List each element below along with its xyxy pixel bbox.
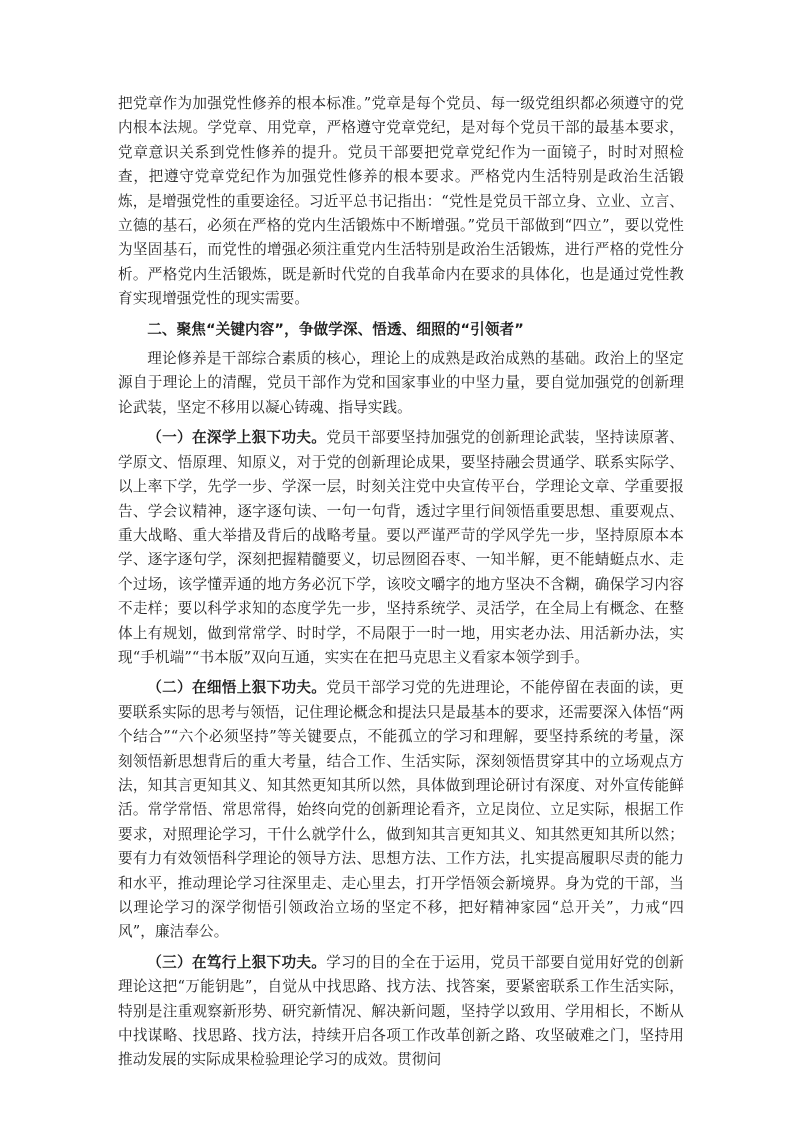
subsection-body-1: 党员干部要坚持加强党的创新理论武装，坚持读原著、学原文、悟原理、知原义，对于党的创新理论成果，要坚持融会贯通学、联系实际学、以上率下学，先学一步、学深一层，时刻关注党中央宣传平台，学理论文章、学重要报告、学会议精神，逐字逐句读、一句一句背，透过字里行间领悟重要思想、重要观点、重大战略、重大举措及背后的战略考量。要以严谨严苛的学风学先一步，坚持原原本本学、逐字逐句学，深刻把握精髓要义，切忌囫囵吞枣、一知半解，更不能蜻蜓点水、走个过场，该学懂弄通的地方务必沉下学，该咬文嚼字的地方坚决不含糊，确保学习内容不走样；要以科学求知的态度学先一步，坚持系统学、灵活学，在全局上有概念、在整体上有规划，做到常常学、时时学，不局限于一时一地，用实老办法、用活新办法，实现“手机端”“书本版”双向互通，实实在在把马克思主义看家本领学到手。 [118, 429, 684, 666]
subsection-lead-1: （一）在深学上狠下功夫。 [147, 429, 327, 447]
section-intro-paragraph: 理论修养是干部综合素质的核心，理论上的成熟是政治成熟的基础。政治上的坚定源自于理论上的清醒，党员干部作为党和国家事业的中坚力量，要自觉加强党的创新理论武装，坚定不移用以凝心铸魂、指导实践。 [118, 350, 684, 416]
subsection-paragraph-2 [118, 676, 684, 944]
subsection-body-3: 学习的目的全在于运用，党员干部要自觉用好党的创新理论这把“万能钥匙”，自觉从中找思路、找方法、找答案，要紧密联系工作生活实际，特别是注重观察新形势、研究新情况、解决新问题，坚持学以致用、学用相长，不断从中找谋略、找思路、找方法，持续开启各项工作改革创新之路、攻坚破难之门，坚持用推动发展的实际成果检验理论学习的成效。贯彻问 [118, 953, 684, 1069]
subsection-lead-2: （二）在细悟上狠下功夫。 [147, 679, 327, 697]
subsection-body-2: 党员干部学习党的先进理论，不能停留在表面的读，更要联系实际的思考与领悟，记住理论概念和提法只是最基本的要求，还需要深入体悟“两个结合”“六个必须坚持”等关键要点，不能孤立的学习和理解，要坚持系统的考量，深刻领悟新思想背后的重大考量，结合工作、生活实际，深刻领悟贯穿其中的立场观点方法，知其言更知其义、知其然更知其所以然，具体做到理论研讨有深度、对外宣传能鲜活。常学常悟、常思常得，始终向党的创新理论看齐，立足岗位、立足实际，根据工作要求，对照理论学习，干什么就学什么，做到知其言更知其义、知其然更知其所以然；要有力有效领悟科学理论的领导方法、思想方法、工作方法，扎实提高履职尽责的能力和水平，推动理论学习往深里走、走心里去，打开学悟领会新境界。身为党的干部，当以理论学习的深学彻悟引领政治立场的坚定不移，把好精神家园“总开关”，力戒“四风”，廉洁奉公。 [118, 679, 684, 941]
document-page [118, 92, 684, 1073]
section-heading: 二、聚焦“关键内容”，争做学深、悟透、细照的“引领者” [147, 320, 524, 338]
subsection-paragraph-1 [118, 426, 684, 670]
subsection-paragraph-3 [118, 951, 684, 1073]
subsection-lead-3: （三）在笃行上狠下功夫。 [147, 953, 327, 971]
intro-paragraph: 把党章作为加强党性修养的根本标准。”党章是每个党员、每一级党组织都必须遵守的党内根本法规。学党章、用党章，严格遵守党章党纪，是对每个党员干部的最基本要求，党章意识关系到党性修养的提升。党员干部要把党章党纪作为一面镜子，时时对照检查，把遵守党章党纪作为加强党性修养的根本要求。严格党内生活特别是政治生活锻炼，是增强党性的重要途径。习近平总书记指出：“党性是党员干部立身、立业、立言、立德的基石，必须在严格的党内生活锻炼中不断增强。”党员干部做到“四立”，要以党性为坚固基石，而党性的增强必须注重党内生活特别是政治生活锻炼，进行严格的党性分析。严格党内生活锻炼，既是新时代党的自我革命内在要求的具体化，也是通过党性教育实现增强党性的现实需要。 [118, 95, 684, 308]
